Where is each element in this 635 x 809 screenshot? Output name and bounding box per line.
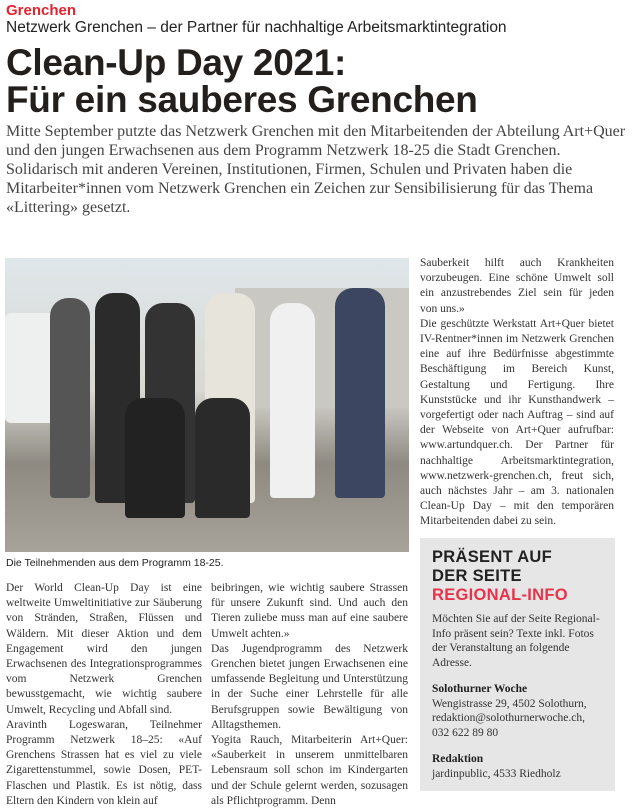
photo-caption: Die Teilnehmenden aus dem Programm 18-25. xyxy=(6,557,224,569)
box-intro: Möchten Sie auf der Seite Regional-Info präsent sein? Texte inkl. Fotos der Veranstaltung an folgende Adresse. xyxy=(432,613,600,669)
box-email[interactable]: redaktion@solothurnerwoche.ch, xyxy=(432,712,586,724)
regional-info-box xyxy=(420,538,615,791)
paragraph: Sauberkeit hilft auch Krankheiten vorzubeugen. Eine schöne Umwelt soll ein anzustrebendes Ziel sein für jeden von uns.» xyxy=(420,257,614,315)
lead-paragraph: Mitte September putzte das Netzwerk Grenchen mit den Mitarbeitenden der Abteilung Art+Quer und den jungen Erwachsenen aus dem Programm Netzwerk 18-25 die Stadt Grenchen. Solidarisch mit anderen Vereinen, Institutionen, Firmen, Schulen und Privaten haben die Mitarbeiter*innen vom Netzwerk Grenchen ein Zeichen zur Sensibilisierung für das Thema «Littering» gesetzt. xyxy=(6,123,626,216)
paragraph: Das Jugendprogramm des Netzwerk Grenchen bietet jungen Erwachsenen eine umfassende Begleitung und Unterstützung in der Suche einer Lehrstelle für alle Berufsgruppen sowie Bewältigung von Alltagsthemen. xyxy=(211,642,408,731)
column-left xyxy=(6,581,202,809)
box-phone: 032 622 89 80 xyxy=(432,726,499,739)
paragraph: Aravinth Logeswaran, Teilnehmer Programm Netzwerk 18–25: «Auf Grenchens Strassen hat es viel zu viele Zigarettenstummel, sowie Dosen, PET-Flaschen und Plastik. Es ist nötig, dass Eltern den Kindern von klein auf xyxy=(6,718,202,807)
box-title-1: PRÄSENT AUF xyxy=(432,548,553,566)
column-middle xyxy=(211,581,408,809)
headline-line-1: Clean-Up Day 2021: xyxy=(6,42,347,83)
photo-person xyxy=(270,303,315,498)
box-address: Wengistrasse 29, 4502 Solothurn, xyxy=(432,697,587,710)
column-right xyxy=(420,256,614,530)
paragraph: Der World Clean-Up Day ist eine weltweite Umweltinitiative zur Säuberung von Stränden, Straßen, Flüssen und Wäldern. Mit dieser Aktion und dem Engagement wird den jungen Erwachsenen des Integrationsprogrammes vom Netzwerk Grenchen bewusstgemacht, wie wichtig saubere Umwelt, Recycling und Abfall sind. xyxy=(6,582,202,716)
photo-person xyxy=(335,288,385,498)
section-subtitle: Netzwerk Grenchen – der Partner für nachhaltige Arbeitsmarktintegration xyxy=(6,19,507,36)
box-org: Solothurner Woche xyxy=(432,683,528,695)
paragraph: Yogita Rauch, Mitarbeiterin Art+Quer: «Sauberkeit in unserem unmittelbaren Lebensraum soll schon im Kindergarten und der Schule gelernt werden, sozusagen als Pflichtprogramm. Denn xyxy=(211,734,408,807)
box-title-2: DER SEITE xyxy=(432,567,522,585)
section-kicker: Grenchen xyxy=(6,2,77,19)
box-title-3: REGIONAL-INFO xyxy=(432,586,568,604)
photo-person xyxy=(125,398,185,518)
photo-person xyxy=(50,298,90,498)
photo-person xyxy=(195,398,250,518)
paragraph: Die geschützte Werkstatt Art+Quer bietet IV-Rentner*innen im Netzwerk Grenchen eine auf ihre Bedürfnisse abgestimmte Beschäftigung im Bereich Kunst, Gestaltung und Fertigung. Ihre Kunststücke und ihr Kunsthandwerk – vorgefertigt oder nach Auftrag – sind auf der Webseite von Art+Quer aufrufbar: www.artundquer.ch. Der Partner für nachhaltige Arbeitsmarktintegration, www.netzwerk-grenchen.ch, freut sich, auch nächstes Jahr – am 3. nationalen Clean-Up Day – mit den temporären Mitarbeitenden dabei zu sein. xyxy=(420,317,614,528)
headline-line-2: Für ein sauberes Grenchen xyxy=(6,79,478,120)
box-editor: jardinpublic, 4533 Riedholz xyxy=(432,767,561,780)
paragraph: beibringen, wie wichtig saubere Strassen für unsere Zukunft sind. Und auch den Tieren zuliebe muss man auf eine saubere Umwelt achten.» xyxy=(211,582,408,640)
group-photo xyxy=(5,258,409,552)
headline xyxy=(6,44,478,118)
box-editor-label: Redaktion xyxy=(432,753,484,765)
